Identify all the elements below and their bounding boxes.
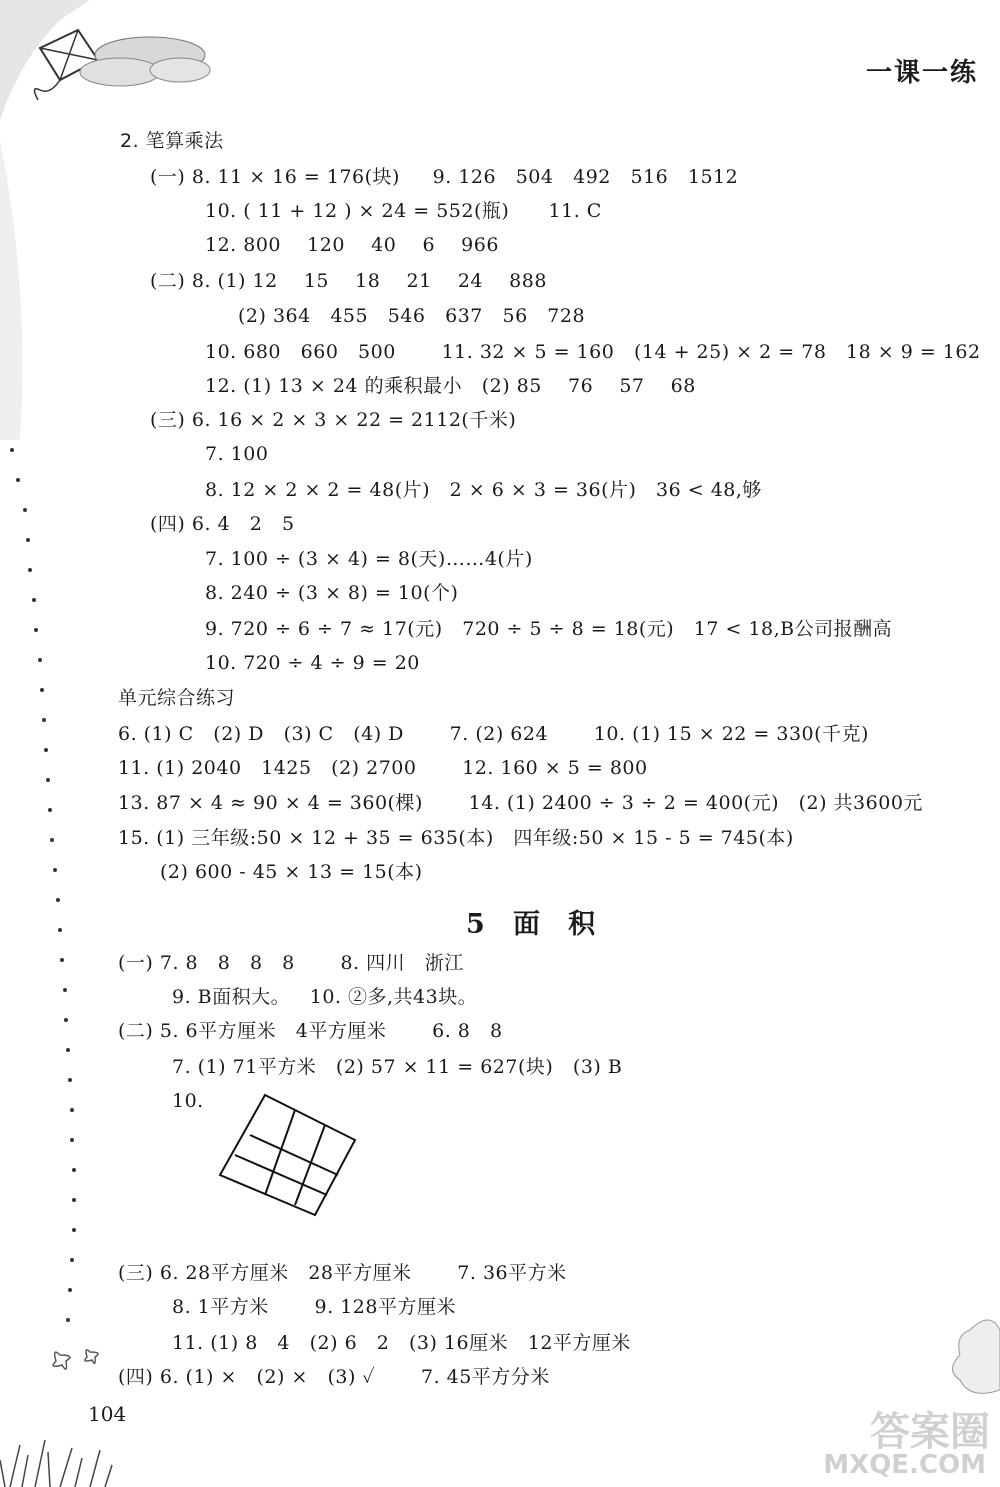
section-title: 单元综合练习: [118, 687, 236, 709]
answer-line: (三) 6. 16 × 2 × 3 × 22 = 2112(千米): [150, 409, 517, 431]
answer-line: 7. 100: [205, 443, 269, 465]
answer-line: 8. 12 × 2 × 2 = 48(片) 2 × 6 × 3 = 36(片) 36 < 48,够: [205, 479, 762, 501]
answer-line: 7. 100 ÷ (3 × 4) = 8(天)……4(片): [205, 548, 533, 570]
answer-line: 15. (1) 三年级:50 × 12 + 35 = 635(本) 四年级:50 × 15 - 5 = 745(本): [118, 827, 794, 849]
parallelogram-grid-figure: [215, 1090, 365, 1220]
answer-line: 8. 1平方米 9. 128平方厘米: [172, 1296, 456, 1318]
answer-line: 9. 720 ÷ 6 ÷ 7 ≈ 17(元) 720 ÷ 5 ÷ 8 = 18(元) 17 < 18,B公司报酬高: [205, 618, 893, 640]
answer-line: 7. (1) 71平方米 (2) 57 × 11 = 627(块) (3) B: [172, 1056, 623, 1078]
answer-line: 10.: [172, 1090, 204, 1112]
answer-line: (二) 5. 6平方厘米 4平方厘米 6. 8 8: [118, 1020, 503, 1042]
brand-title: 一课一练: [865, 58, 978, 88]
answer-line: 11. (1) 2040 1425 (2) 2700 12. 160 × 5 = 800: [118, 757, 648, 779]
watermark-url: MXQE.COM: [823, 1450, 986, 1480]
cloud-decoration: [940, 1310, 1000, 1400]
answer-line: (2) 600 - 45 × 13 = 15(本): [160, 861, 423, 883]
answer-line: 11. (1) 8 4 (2) 6 2 (3) 16厘米 12平方厘米: [172, 1332, 631, 1354]
answer-line: (四) 6. 4 2 5: [150, 513, 295, 535]
answer-line: 10. 720 ÷ 4 ÷ 9 = 20: [205, 652, 420, 674]
answer-line: (四) 6. (1) × (2) × (3) ✓ 7. 45平方分米: [118, 1366, 550, 1388]
answer-line: (三) 6. 28平方厘米 28平方厘米 7. 36平方米: [118, 1262, 567, 1284]
answer-line: 8. 240 ÷ (3 × 8) = 10(个): [205, 582, 459, 604]
page-number: 104: [88, 1402, 127, 1426]
watermark-logo: 答案圈: [870, 1409, 990, 1455]
dotted-margin-decoration: [0, 140, 90, 1380]
answer-line: 12. (1) 13 × 24 的乘积最小 (2) 85 76 57 68: [205, 375, 696, 397]
answer-line: 10. ( 11 + 12 ) × 24 = 552(瓶) 11. C: [205, 200, 602, 222]
answer-line: 9. B面积大。 10. ②多,共43块。: [172, 986, 478, 1008]
answer-line: 12. 800 120 40 6 966: [205, 234, 499, 256]
chapter-title: 5 面 积: [466, 909, 596, 940]
kite-cloud-decoration: [0, 0, 220, 120]
answer-line: 10. 680 660 500 11. 32 × 5 = 160 (14 + 25) × 2 = 78 18 × 9 = 162: [205, 341, 981, 363]
answer-line: (一) 8. 11 × 16 = 176(块) 9. 126 504 492 516 1512: [150, 166, 739, 188]
section-title: 2. 笔算乘法: [120, 130, 224, 152]
answer-line: 6. (1) C (2) D (3) C (4) D 7. (2) 624 10. (1) 15 × 22 = 330(千克): [118, 723, 869, 745]
answer-line: (二) 8. (1) 12 15 18 21 24 888: [150, 270, 547, 292]
answer-line: (2) 364 455 546 637 56 728: [238, 305, 586, 327]
answer-line: (一) 7. 8 8 8 8 8. 四川 浙江: [118, 952, 464, 974]
answer-line: 13. 87 × 4 ≈ 90 × 4 = 360(棵) 14. (1) 2400 ÷ 3 ÷ 2 = 400(元) (2) 共3600元: [118, 792, 923, 814]
